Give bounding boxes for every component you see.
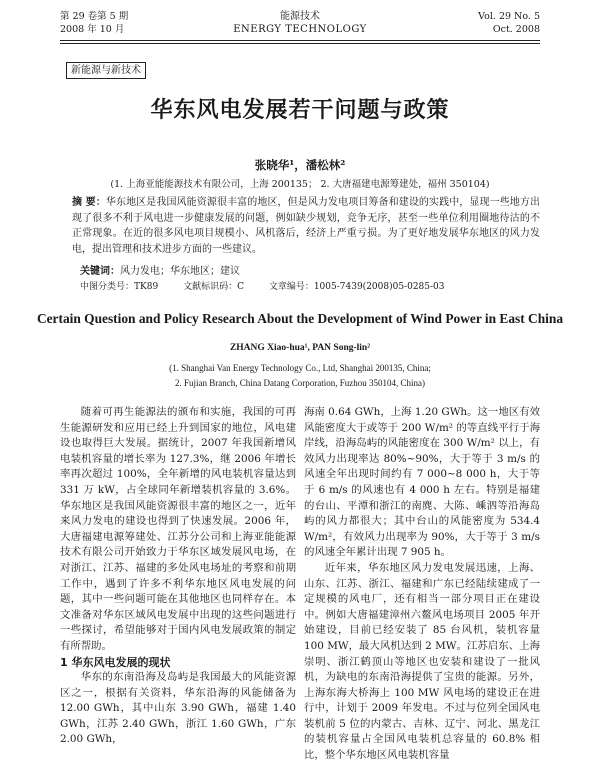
body-column-left <box>60 405 296 748</box>
keywords-zh <box>80 265 540 279</box>
journal-name-zh: 能源技术 <box>280 11 320 22</box>
section1-paragraph: 华东的东南沿海及岛屿是我国最大的风能资源区之一，根据有关资料，华东沿海的风能储备为 12.00 GWh，其中山东 3.90 GWh，福建 1.40 GWh，江苏 2.40 GWh，浙江 1.60 GWh，广东 2.00 GWh， <box>60 671 296 746</box>
affiliations-en <box>0 361 600 391</box>
header-date-en: Oct. 2008 <box>492 24 540 35</box>
authors-en: ZHANG Xiao-hua¹, PAN Song-lin² <box>229 343 371 353</box>
continued-paragraph: 海南 0.64 GWh，上海 1.20 GWh。这一地区有效风能密度大于或等于 200 W/m² 的等直线平行于海岸线，沿海岛屿的风能密度在 300 W/m² 以上，有效风力出现率达 80%~90%，大于等于 3 m/s 的风速全年出现时间约有 7 000~8 000 h，大于等于 6 m/s 的风速也有 4 000 h 左右。特别是福建的台山、平潭和浙江的南麂、大陈、嵊泗等沿海岛屿的风力都很大；其中台山的风能密度为 534.4 W/m²，有效风力出现率为 90%，大于等于 3 m/s 的风速全年累计出现 7 905 h。 <box>304 406 540 559</box>
journal-name-en: ENERGY TECHNOLOGY <box>233 24 367 35</box>
section-tag: 新能源与新技术 <box>66 62 146 79</box>
keywords-text: 风力发电；华东地区；建议 <box>120 266 240 277</box>
header-date: 2008 年 10 月 <box>60 24 125 35</box>
document-code: 文献标识码：C <box>183 282 244 292</box>
section-heading-1: 1 华东风电发展的现状 <box>60 655 171 669</box>
intro-paragraph: 随着可再生能源法的颁布和实施，我国的可再生能源研发和应用已经上升到国家的地位，风电建设也取得巨大发展。据统计，2007 年我国新增风电装机容量的增长率为 127.3%，继 2006 年增长率再次超过 100%，全年新增的风电装机容量达到 331 万 kW，占全球同年新增装机容量的 3.6%。华东地区是我国风能资源很丰富的地区之一，近年来风力发电的建设也得到了快速发展。2006 年，大唐福建电源筹建处、江苏分公司和上海亚能能源技术有限公司开始致力于华东区域发展风电场，在对浙江、江苏、福建的多处风电场址的考察和前期工作中，遇到了许多不利华东地区风电发展的问题，其中一些问题可能在其他地区也同样存在。本文准备对华东区域风电发展中出现的这些问题进行一些探讨，希望能够对于国内风电发展政策的制定有所帮助。 <box>60 406 296 652</box>
keywords-label: 关键词： <box>80 266 120 277</box>
development-paragraph: 近年来，华东地区风力发电发展迅速，上海、山东、江苏、浙江、福建和广东已经陆续建成了一定规模的风电厂，还有相当一部分项目正在建设中。例如大唐福建漳州六鳌风电场项目 2005 年开始建设，目前已经安装了 85 台风机，装机容量 100 MW，最大风机达到 2 MW。江苏启东、上海崇明、浙江鹤顶山等地区也安装和建设了一批风机，为缺电的东南沿海提供了宝贵的能源。另外，上海东海大桥海上 100 MW 风电场的建设正在进行中，计划于 2009 年发电。不过与位列全国风电装机前 5 位的内蒙古、吉林、辽宁、河北、黑龙江的装机容量占全国风电装机总容量的 60.8% 相比，整个华东地区风电装机容量 <box>304 561 540 762</box>
header-volume-info-en <box>478 10 540 36</box>
abstract-zh <box>72 195 540 257</box>
class-number: 中图分类号：TK89 <box>80 282 159 292</box>
affiliations-zh: (1. 上海亚能能源技术有限公司，上海 200135； 2. 大唐福建电源筹建处，福州 350104) <box>110 179 490 190</box>
paper-title-en: Certain Question and Policy Research About the Development of Wind Power in East China <box>36 311 564 326</box>
body-column-right <box>304 405 540 764</box>
affiliation-en-1: (1. Shanghai Van Energy Technology Co., Ltd, Shanghai 200135, China; <box>169 363 431 373</box>
authors-zh: 张晓华¹，潘松林² <box>254 158 346 172</box>
header-volume: 第 29 卷第 5 期 <box>60 11 129 22</box>
abstract-text: 华东地区是我国风能资源很丰富的地区，但是风力发电项目筹备和建设的实践中，显现一些地方出现了很多不利于风电进一步健康发展的问题，例如缺少规划，竞争无序，甚至一些单位利用圈地待沽的不正常现象。在近的很多风电项目规模小、风机落后，经济上严重亏损。为了更好地发展华东地区的风力发电，提出管理和技术进步方面的一些建议。 <box>72 197 540 255</box>
article-number: 文章编号：1005-7439(2008)05-0285-03 <box>268 282 445 292</box>
classification-line <box>80 281 560 294</box>
header-volume-en: Vol. 29 No. 5 <box>478 11 540 22</box>
header-rule <box>60 40 540 41</box>
affiliation-en-2: 2. Fujian Branch, China Datang Corporation, Fuzhou 350104, China) <box>175 378 425 388</box>
paper-title-zh: 华东风电发展若干问题与政策 <box>150 98 450 123</box>
abstract-label: 摘 要： <box>72 197 106 208</box>
header-rule-thin <box>60 43 540 44</box>
